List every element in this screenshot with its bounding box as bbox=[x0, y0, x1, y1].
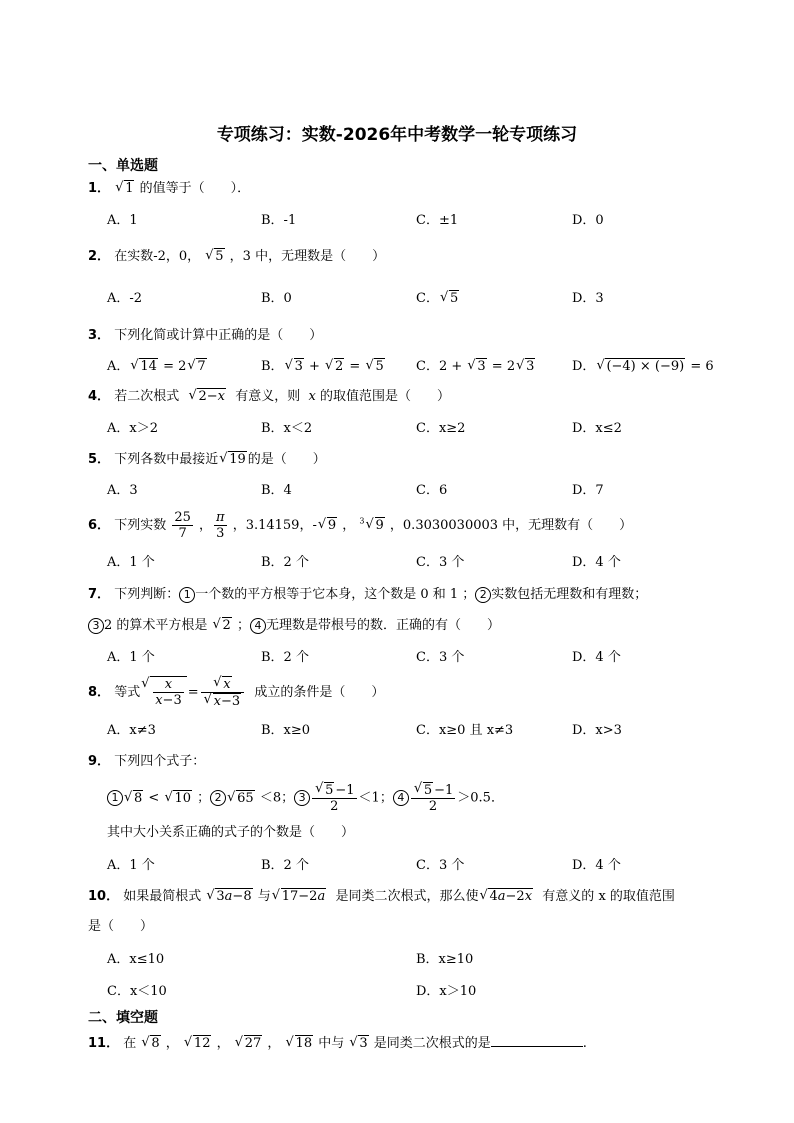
q5-option-b[interactable]: B．4 bbox=[261, 483, 292, 498]
q9-option-d[interactable]: D．4 个 bbox=[572, 858, 621, 873]
question-9-line-3: 其中大小关系正确的式子的个数是（ ） bbox=[107, 825, 355, 840]
q6-option-d[interactable]: D．4 个 bbox=[572, 555, 621, 570]
question-number: 2． bbox=[88, 249, 111, 264]
q2-option-d[interactable]: D．3 bbox=[572, 291, 604, 306]
sqrt-expression: √ 1 bbox=[115, 180, 134, 198]
question-7-line-2: 3 2 的算术平方根是 √ 2 ； 4 无理数是带根号的数．正确的有（ ） bbox=[88, 617, 500, 635]
q7-option-a[interactable]: A．1 个 bbox=[107, 650, 155, 665]
question-text: 若二次根式 √ 2−x 有意义，则 x 的取值范围是（ ） bbox=[114, 389, 450, 404]
question-5 bbox=[88, 451, 326, 469]
q9-option-a[interactable]: A．1 个 bbox=[107, 858, 155, 873]
question-9 bbox=[88, 753, 205, 771]
question-11 bbox=[88, 1034, 587, 1053]
q4-option-b[interactable]: B．x＜2 bbox=[261, 421, 313, 436]
question-1 bbox=[88, 180, 250, 198]
q4-option-c[interactable]: C．x≥2 bbox=[416, 421, 466, 436]
q9-option-b[interactable]: B．2 个 bbox=[261, 858, 309, 873]
question-number: 3． bbox=[88, 328, 111, 343]
q3-option-c[interactable]: C．2 + √ 3 = 2√ 3 bbox=[416, 358, 536, 376]
question-text: 下列判断： 1 一个数的平方根等于它本身，这个数是 0 和 1 ； 2 实数包括无理数和有理数； bbox=[114, 587, 648, 602]
answer-blank[interactable] bbox=[491, 1034, 583, 1047]
question-6 bbox=[88, 510, 632, 541]
q6-option-c[interactable]: C．3 个 bbox=[416, 555, 465, 570]
q8-option-d[interactable]: D．x>3 bbox=[572, 723, 622, 738]
question-number: 8． bbox=[88, 685, 111, 700]
q7-option-d[interactable]: D．4 个 bbox=[572, 650, 621, 665]
q3-option-a[interactable]: A．√ 14 = 2√ 7 bbox=[107, 358, 208, 376]
q7-option-b[interactable]: B．2 个 bbox=[261, 650, 309, 665]
question-text: 在 √ 8 ， √ 12 ， √ 27 ， √ 18 中与 √ 3 是同类二次根式的是 . bbox=[123, 1036, 587, 1051]
section-heading-single-choice: 一、单选题 bbox=[88, 158, 158, 174]
question-4 bbox=[88, 388, 450, 406]
question-text: 在实数-2，0， √ 5 ，3 中，无理数是（ ） bbox=[114, 249, 385, 264]
q1-option-c[interactable]: C．±1 bbox=[416, 213, 459, 228]
question-number: 7． bbox=[88, 587, 111, 602]
question-7 bbox=[88, 586, 647, 604]
q1-option-d[interactable]: D．0 bbox=[572, 213, 604, 228]
question-text: 如果最简根式 √ 3a−8 与√ 17−2a 是同类二次根式，那么使√ 4a−2x 有意义的 x 的取值范围 bbox=[123, 889, 675, 904]
q2-option-c[interactable]: C．√ 5 bbox=[416, 290, 460, 308]
q9-option-c[interactable]: C．3 个 bbox=[416, 858, 465, 873]
q6-option-b[interactable]: B．2 个 bbox=[261, 555, 309, 570]
question-10-line-2: 是（ ） bbox=[88, 919, 154, 934]
page-title: 专项练习：实数-2026年中考数学一轮专项练习 bbox=[216, 125, 578, 145]
question-text: 下列各数中最接近√ 19 的是（ ） bbox=[114, 452, 326, 467]
question-text: 等式 √ $\frac{x}{x-3}$ = √ x √ x−3 成立的条件是（ ） bbox=[114, 685, 384, 700]
q10-option-c[interactable]: C．x＜10 bbox=[107, 984, 167, 999]
question-text: 下列四个式子： bbox=[114, 754, 206, 769]
question-9-expressions: 1√ 8 < √ 10 ； 2√ 65 ＜8； 3 √ $\frac{5 -1}{2}$ ＜1； 4 √ $\frac{5 -1}{2}$ ＞0.5． bbox=[107, 782, 504, 814]
q5-option-a[interactable]: A．3 bbox=[107, 483, 138, 498]
q10-option-a[interactable]: A．x≤10 bbox=[107, 952, 165, 967]
question-number: 1． bbox=[88, 181, 111, 196]
q1-option-a[interactable]: A．1 bbox=[107, 213, 138, 228]
question-number: 4． bbox=[88, 389, 111, 404]
question-8 bbox=[88, 676, 384, 709]
q2-option-b[interactable]: B．0 bbox=[261, 291, 292, 306]
q5-option-c[interactable]: C．6 bbox=[416, 483, 448, 498]
q4-option-d[interactable]: D．x≤2 bbox=[572, 421, 622, 436]
q8-option-a[interactable]: A．x≠3 bbox=[107, 723, 156, 738]
question-number: 11． bbox=[88, 1036, 120, 1051]
q3-option-d[interactable]: D．√ (−4) × (−9) = 6 bbox=[572, 358, 714, 376]
q10-option-d[interactable]: D．x＞10 bbox=[416, 984, 477, 999]
question-number: 6． bbox=[88, 518, 111, 533]
section-heading-fill-in: 二、填空题 bbox=[88, 1010, 158, 1026]
q1-option-b[interactable]: B．-1 bbox=[261, 213, 297, 228]
question-number: 5． bbox=[88, 452, 111, 467]
question-text: 下列化简或计算中正确的是（ ） bbox=[114, 328, 323, 343]
question-text: 下列实数 $\frac{25}{7}$ ， $\frac{\pi}{3}$ ，3.14159，-√ 9 ， $^3$√ 9 ，0.3030030003 中，无理数有（ ） bbox=[114, 518, 632, 533]
question-number: 9． bbox=[88, 754, 111, 769]
question-number: 10． bbox=[88, 889, 120, 904]
q7-option-c[interactable]: C．3 个 bbox=[416, 650, 465, 665]
q8-option-b[interactable]: B．x≥0 bbox=[261, 723, 311, 738]
q10-option-b[interactable]: B．x≥10 bbox=[416, 952, 474, 967]
q2-option-a[interactable]: A．-2 bbox=[107, 291, 143, 306]
q3-option-b[interactable]: B．√ 3 + √ 2 = √ 5 bbox=[261, 358, 386, 376]
q4-option-a[interactable]: A．x＞2 bbox=[107, 421, 158, 436]
question-10 bbox=[88, 888, 675, 906]
q8-option-c[interactable]: C．x≥0 且 x≠3 bbox=[416, 723, 514, 738]
question-3 bbox=[88, 327, 322, 345]
q6-option-a[interactable]: A．1 个 bbox=[107, 555, 155, 570]
q5-option-d[interactable]: D．7 bbox=[572, 483, 604, 498]
question-text: 的值等于（ ）． bbox=[139, 181, 251, 196]
question-2 bbox=[88, 248, 385, 266]
